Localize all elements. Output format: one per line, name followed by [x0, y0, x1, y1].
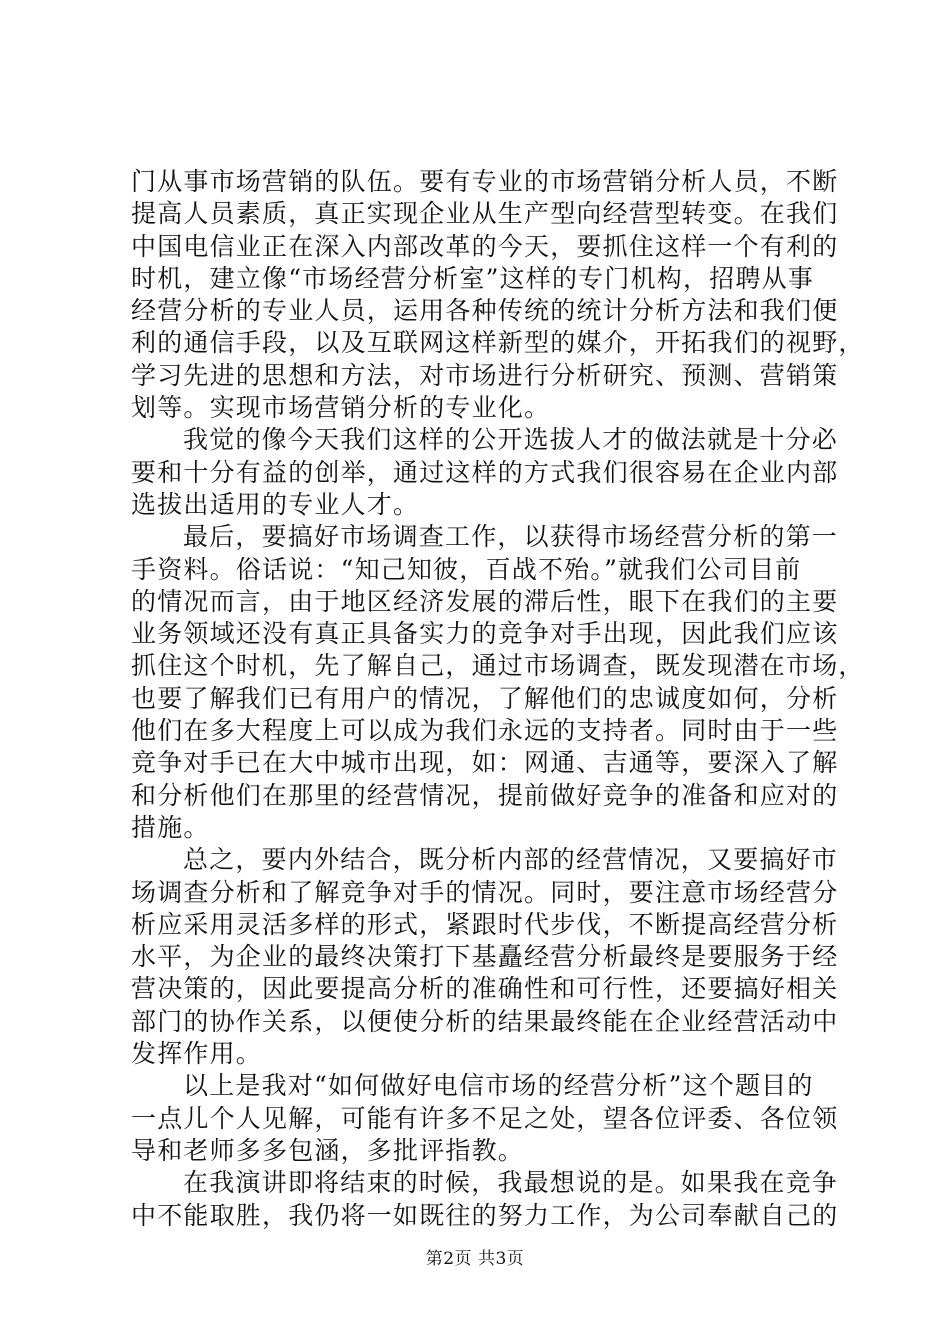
text-line: 抓住这个时机，先了解自己，通过市场调查，既发现潜在市场， — [131, 651, 865, 681]
text-line: 最后，要搞好市场调查工作，以获得市场经营分析的第一 — [183, 522, 839, 552]
text-line: 的情况而言，由于地区经济发展的滞后性，眼下在我们的主要 — [131, 586, 839, 616]
text-line: 中不能取胜，我仍将一如既往的努力工作，为公司奉献自己的 — [131, 1200, 839, 1230]
text-line: 提高人员素质，真正实现企业从生产型向经营型转变。在我们 — [131, 199, 839, 229]
page-footer: 第2页 共3页 — [425, 1249, 525, 1269]
text-line: 我觉的像今天我们这样的公开选拔人才的做法就是十分必 — [183, 425, 839, 455]
text-line: 划等。实现市场营销分析的专业化。 — [131, 393, 551, 423]
text-line: 中国电信业正在深入内部改革的今天，要抓住这样一个有利的 — [131, 231, 839, 261]
text-line: 部门的协作关系，以便使分析的结果最终能在企业经营活动中 — [131, 1006, 839, 1036]
text-line: 时机，建立像“市场经营分析室”这样的专门机构，招聘从事 — [131, 263, 814, 293]
text-line: 和分析他们在那里的经营情况，提前做好竞争的准备和应对的 — [131, 780, 839, 810]
text-line: 也要了解我们已有用户的情况，了解他们的忠诚度如何，分析 — [131, 683, 839, 713]
text-line: 导和老师多多包涵，多批评指教。 — [131, 1135, 525, 1165]
text-line: 总之，要内外结合，既分析内部的经营情况，又要搞好市 — [183, 845, 839, 875]
text-line: 措施。 — [131, 812, 210, 842]
text-line: 场调查分析和了解竞争对手的情况。同时，要注意市场经营分 — [131, 877, 839, 907]
text-line: 门从事市场营销的队伍。要有专业的市场营销分析人员，不断 — [131, 167, 839, 196]
text-line: 以上是我对“如何做好电信市场的经营分析”这个题目的 — [183, 1071, 814, 1101]
text-line: 析应采用灵活多样的形式，紧跟时代步伐，不断提高经营分析 — [131, 909, 839, 939]
text-line: 一点儿个人见解，可能有许多不足之处，望各位评委、各位领 — [131, 1103, 839, 1133]
text-line: 水平，为企业的最终决策打下基矗经营分析最终是要服务于经 — [131, 942, 839, 972]
text-line: 在我演讲即将结束的时候，我最想说的是。如果我在竞争 — [183, 1168, 839, 1198]
text-line: 选拔出适用的专业人才。 — [131, 489, 420, 519]
text-line: 经营分析的专业人员，运用各种传统的统计分析方法和我们便 — [131, 296, 839, 326]
text-line: 利的通信手段，以及互联网这样新型的媒介，开拓我们的视野， — [131, 328, 865, 358]
text-line: 营决策的，因此要提高分析的准确性和可行性，还要搞好相关 — [131, 974, 839, 1004]
text-line: 他们在多大程度上可以成为我们永远的支持者。同时由于一些 — [131, 716, 839, 746]
document-body — [131, 166, 865, 1232]
text-line: 要和十分有益的创举，通过这样的方式我们很容易在企业内部 — [131, 457, 839, 487]
text-line: 手资料。俗话说：“知己知彼，百战不殆。”就我们公司目前 — [131, 554, 802, 584]
text-line: 学习先进的思想和方法，对市场进行分析研究、预测、营销策 — [131, 360, 839, 390]
text-line: 竞争对手已在大中城市出现，如：网通、吉通等，要深入了解 — [131, 748, 839, 778]
text-line: 业务领域还没有真正具备实力的竞争对手出现，因此我们应该 — [131, 619, 839, 649]
text-line: 发挥作用。 — [131, 1039, 263, 1069]
